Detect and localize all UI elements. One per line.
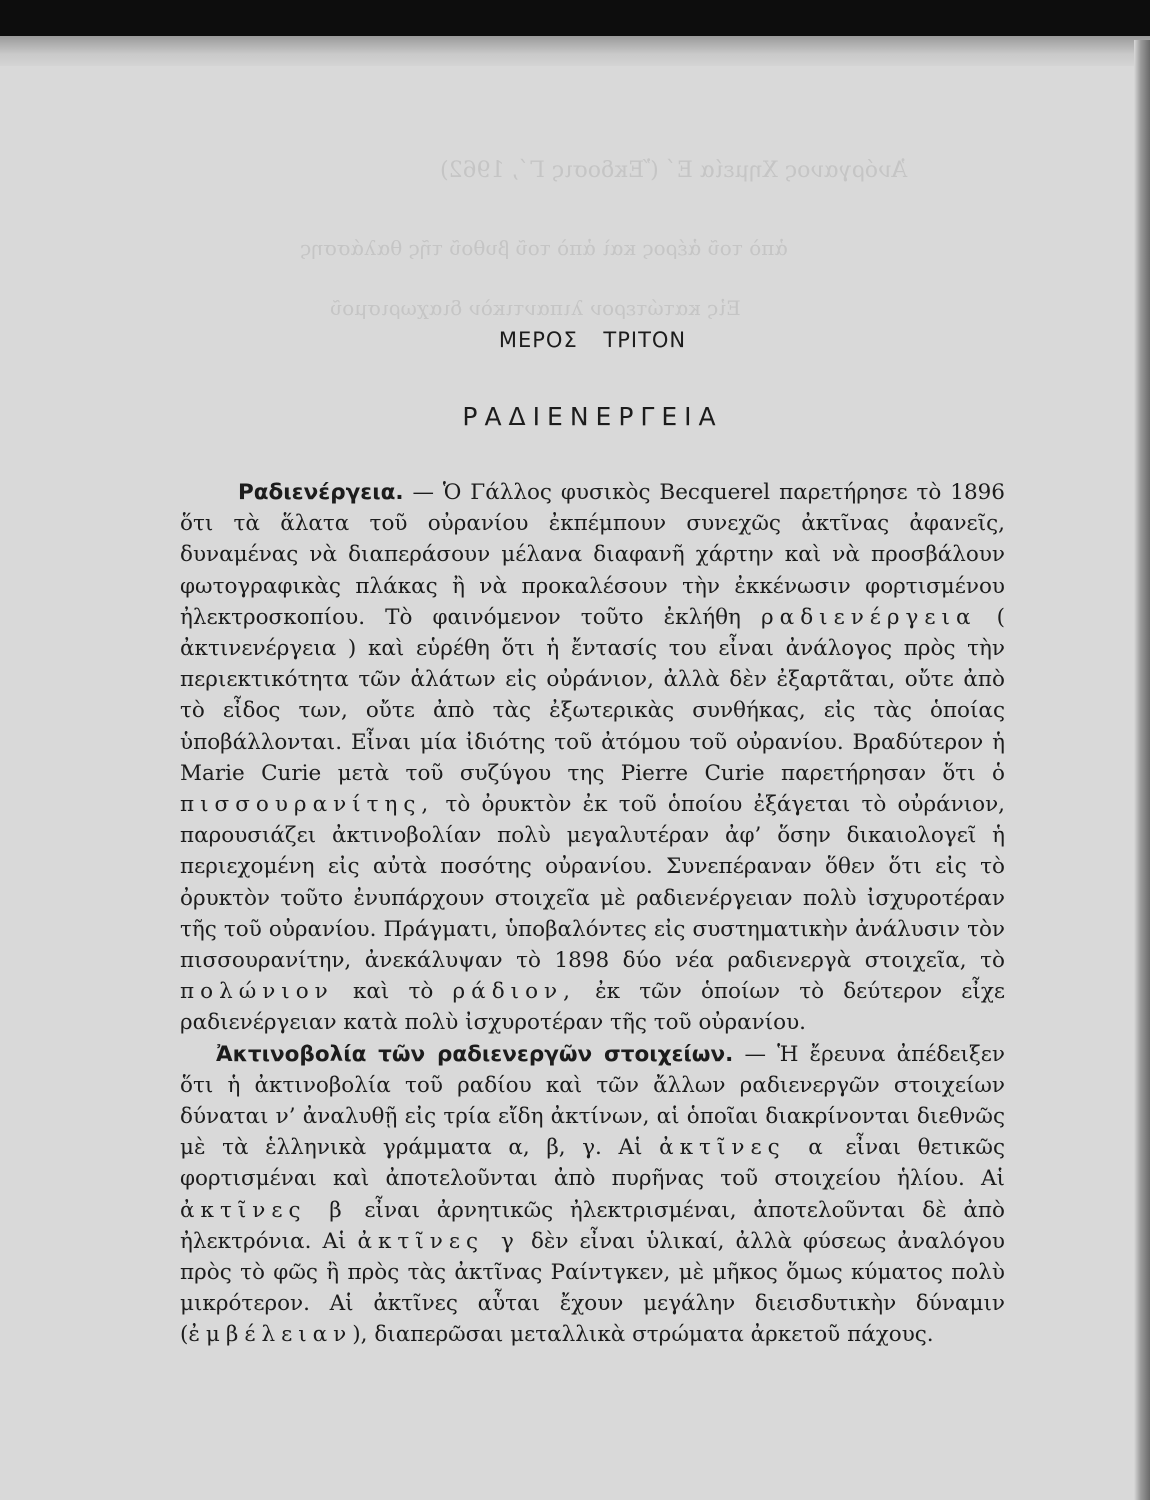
paragraph-heading: Ἀκτινοβολία τῶν ραδιενεργῶν στοιχείων.	[216, 1041, 734, 1067]
chapter-title: ΡΑΔΙΕΝΕΡΓΕΙΑ	[462, 402, 723, 431]
spaced-term: πολώνιον	[180, 979, 334, 1005]
spaced-term: ἐμβέλειαν	[188, 1322, 353, 1348]
bleed-through-line: Εἰς κατώτερον λιπαντικὸν διαχωρισμοῦ	[330, 296, 741, 320]
spaced-term: ράδιον,	[452, 979, 576, 1005]
paragraph-text: εἶναι ἀρνητικῶς ἠλεκτρισμέναι, ἀποτελοῦνται δὲ ἀπὸ ἠλεκτρόνια. Αἱ	[180, 1197, 1005, 1254]
page-top-shadow	[0, 36, 1150, 66]
part-title: ΜΕΡΟΣ ΤΡΙΤΟΝ	[498, 328, 687, 352]
paragraph-heading: Ραδιενέργεια.	[238, 480, 404, 505]
bleed-through-header: Ἀνόργανος Χημεία Ε΄ (Ἔκδοσις Γ΄, 1962)	[440, 158, 908, 183]
spaced-term: ἀκτῖνες β	[180, 1197, 348, 1223]
paragraph-text: καὶ τὸ	[352, 979, 434, 1005]
spaced-term: ἀκτῖνες γ	[357, 1228, 520, 1254]
paragraph-radioactivity	[180, 477, 1005, 1039]
paragraph-text: — Ἡ ἔρευνα ἀπέδειξεν ὅτι ἡ ἀκτινοβολία τοῦ ραδίου καὶ τῶν ἄλλων ραδιενεργῶν στοιχείων δύναται ν’ ἀναλυθῇ εἰς τρία εἴδη ἀκτίνων, αἱ ὁποῖαι διακρίνονται διεθνῶς μὲ τὰ ἑλληνικὰ γράμματα α, β, γ. Αἱ	[180, 1041, 1005, 1161]
paragraph-text: τὸ ὀρυκτὸν ἐκ τοῦ ὁποίου ἐξάγεται τὸ οὐράνιον, παρουσιάζει ἀκτινοβολίαν πολὺ μεγαλυτέραν ἀφ’ ὅσην δικαιολογεῖ ἡ περιεχομένη εἰς αὐτὰ ποσότης οὐρανίου. Συνεπέραναν ὅθεν ὅτι εἰς τὸ ὀρυκτὸν τοῦτο ἐνυπάρχουν στοιχεῖα μὲ ραδιενέργειαν πολὺ ἰσχυροτέραν τῆς τοῦ οὐρανίου. Πράγματι, ὑποβαλόντες εἰς συστηματικὴν ἀνάλυσιν τὸν πισσουρανίτην, ἀνεκάλυψαν τὸ 1898 δύο νέα ραδιενεργὰ στοιχεῖα, τὸ	[180, 792, 1005, 974]
paragraph-text: ( ἀκτινενέργεια ) καὶ εὑρέθη ὅτι ἡ ἔντασίς του εἶναι ἀνάλογος πρὸς τὴν περιεκτικότητα τῶν ἁλάτων εἰς οὐράνιον, ἀλλὰ δὲν ἐξαρτᾶται, οὔτε ἀπὸ τὸ εἶδος των, οὔτε ἀπὸ τὰς ἐξωτερικὰς συνθήκας, εἰς τὰς ὁποίας ὑποβάλλονται. Εἶναι μία ἰδιότης τοῦ ἀτόμου τοῦ οὐρανίου. Βραδύτερον ἡ Marie Curie μετὰ τοῦ συζύγου της Pierre Curie παρετήρησαν ὅτι ὁ	[180, 604, 1005, 786]
paragraph-text: ἐκ τῶν ὁποίων τὸ δεύτερον εἶχε ραδιενέργειαν κατὰ πολὺ ἰσχυροτέραν τῆς τοῦ οὐρανίου.	[180, 979, 1005, 1036]
book-page	[180, 320, 1005, 1351]
paragraph-text: ), διαπερῶσαι μεταλλικὰ στρώματα ἀρκετοῦ πάχους.	[352, 1322, 934, 1348]
paragraph-text: — Ὁ Γάλλος φυσικὸς Becquerel παρετήρησε τὸ 1896 ὅτι τὰ ἅλατα τοῦ οὐρανίου ἐκπέμπουν συνεχῶς ἀκτῖνας ἀφανεῖς, δυναμένας νὰ διαπεράσουν μέλανα διαφανῆ χάρτην καὶ νὰ προσβάλουν φωτογραφικὰς πλάκας ἢ νὰ προκαλέσουν τὴν ἐκκένωσιν φορτισμένου ἠλεκτροσκοπίου. Τὸ φαινόμενον τοῦτο ἐκλήθη	[180, 480, 1005, 630]
paragraph-text: δὲν εἶναι ὑλικαί, ἀλλὰ φύσεως ἀναλόγου πρὸς τὸ φῶς ἢ πρὸς τὰς ἀκτῖνας Ραίντγκεν, μὲ μῆκος ὅμως κύματος πολὺ μικρότερον. Αἱ ἀκτῖνες αὗται ἔχουν μεγάλην διεισδυτικὴν δύναμιν (	[180, 1228, 1005, 1348]
paragraph-radiation	[180, 1039, 1005, 1351]
paragraph-text: εἶναι θετικῶς φορτισμέναι καὶ ἀποτελοῦνται ἀπὸ πυρῆνας τοῦ στοιχείου ἡλίου. Αἱ	[180, 1135, 1006, 1192]
spaced-term: ραδιενέργεια	[761, 604, 977, 630]
bleed-through-line: ἀπὸ τοῦ ἀέρος καὶ ἀπὸ τοῦ βυθοῦ τῆς θαλάσσης	[300, 236, 788, 260]
spaced-term: ἀκτῖνες α	[659, 1135, 829, 1161]
scanner-edge-right	[1134, 40, 1150, 1500]
spaced-term: πισσουρανίτης,	[180, 792, 435, 818]
